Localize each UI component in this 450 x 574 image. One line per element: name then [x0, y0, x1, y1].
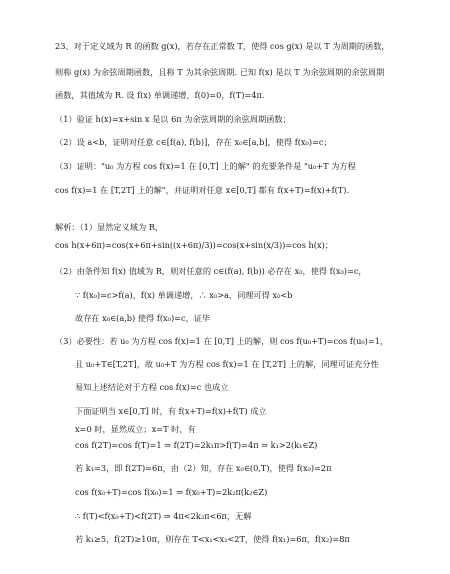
question-2: （2）设 a<b，证明对任意 c∈[f(a), f(b)]，存在 x₀∈[a,b]，使得 f(x₀)=c；	[55, 137, 332, 147]
question-3-line-1: （3）证明："u₀ 为方程 cos f(x)=1 在 [0,T] 上的解" 的充要条件是 "u₀+T 为方程	[55, 161, 356, 171]
solution-heading: 解析：（1）显然定义域为 R，	[55, 222, 164, 232]
problem-intro-line-2: 则称 g(x) 为余弦周期函数，且称 T 为其余弦周期. 已知 f(x) 是以 T 为余弦周期的余弦周期	[55, 67, 385, 77]
solution-1-formula: cos h(x+6π)=cos(x+6π+sin((x+6π)/3))=cos(x+sin(x/3))=cos h(x)；	[55, 240, 334, 250]
solution-2-line-2: ∵ f(x₀)=c>f(a)，f(x) 单调递增，∴ x₀>a，同理可得 x₀<b	[75, 290, 293, 300]
solution-3-line-9: ∴ f(T)<f(x₀+T)<f(2T) ⇒ 4π<2k₂π<6π，无解	[75, 511, 252, 521]
solution-3-line-4: 下面证明当 x∈[0,T] 时，有 f(x+T)=f(x)+f(T) 成立	[75, 406, 267, 416]
solution-3-line-1: （3）必要性：若 u₀ 为方程 cos f(x)=1 在 [0,T] 上的解，则 cos f(u₀+T)=cos f(u₀)=1，	[55, 336, 389, 346]
solution-3-line-3: 易知上述结论对于方程 cos f(x)=c 也成立	[75, 382, 229, 392]
solution-3-line-8: cos f(x₀+T)=cos f(x₀)=1 ⇒ f(x₀+T)=2k₂π(k₂∈Z)	[75, 487, 268, 497]
solution-3-line-10: 若 k₁≥5，f(2T)≥10π，则存在 T<x₁<x₂<2T，使得 f(x₁)=6π，f(x₂)=8π	[75, 534, 350, 544]
question-3-line-2: cos f(x)=1 在 [T,2T] 上的解"，并证明对任意 x∈[0,T] 都有 f(x+T)=f(x)+f(T).	[55, 185, 350, 195]
solution-2-line-1: （2）由条件知 f(x) 值域为 R，则对任意的 c∈(f(a), f(b)) 必存在 x₀，使得 f(x₀)=c，	[55, 266, 367, 276]
solution-3-line-6: cos f(2T)=cos f(T)=1 ⇒ f(2T)=2k₁π>f(T)=4π ⇒ k₁>2(k₁∈Z)	[75, 440, 318, 450]
solution-3-line-7: 若 k₁=3，即 f(2T)=6π，由（2）知，存在 x₀∈(0,T)，使得 f(x₀)=2π	[75, 463, 332, 473]
solution-3-line-2: 且 u₀+T∈[T,2T]，故 u₀+T 为方程 cos f(x)=1 在 [T,2T] 上的解，同理可证充分性	[75, 359, 379, 369]
solution-3-line-5: x=0 时，显然成立；x=T 时，有	[75, 424, 196, 434]
problem-intro-line-1: 23、对于定义域为 R 的函数 g(x)，若存在正常数 T，使得 cos g(x) 是以 T 为周期的函数，	[55, 41, 390, 51]
solution-2-line-3: 故存在 x₀∈(a,b) 使得 f(x₀)=c，证毕	[75, 313, 211, 323]
question-1: （1）验证 h(x)=x+sin x 是以 6π 为余弦周期的余弦周期函数；	[55, 114, 291, 124]
problem-intro-line-3: 函数，其值域为 R. 设 f(x) 单调递增，f(0)=0，f(T)=4π.	[55, 90, 265, 100]
